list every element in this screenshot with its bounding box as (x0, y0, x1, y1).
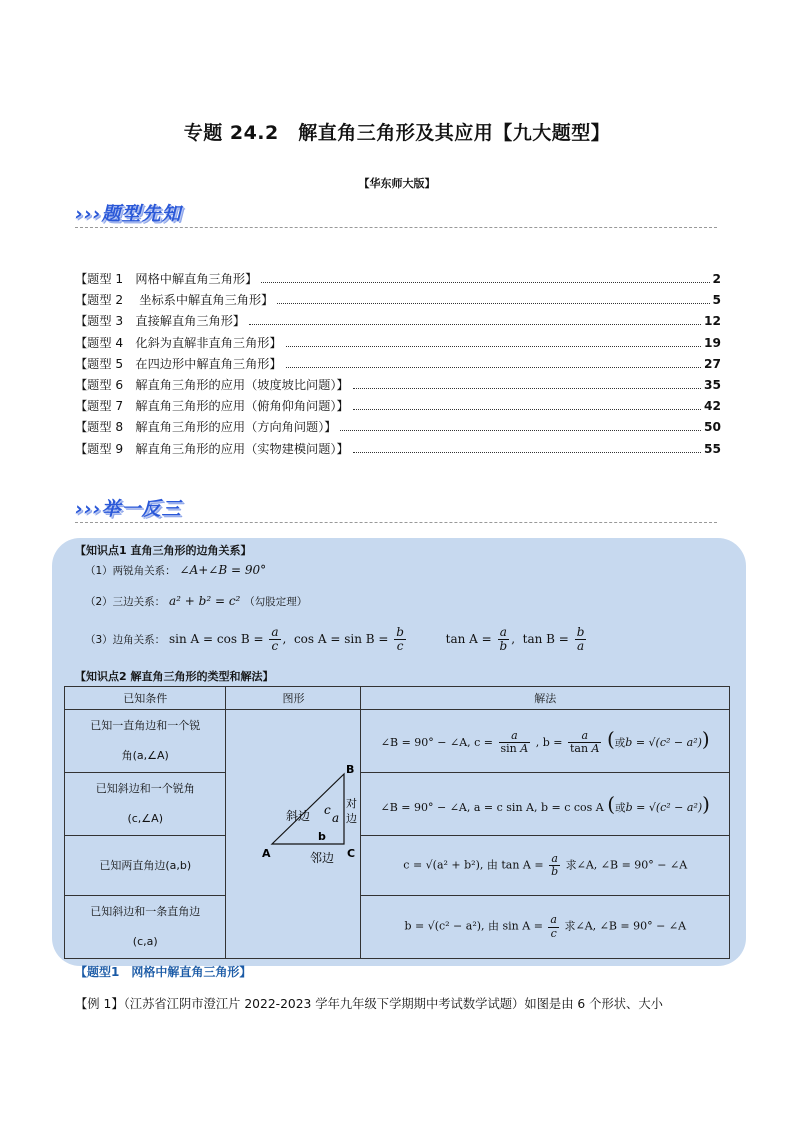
table-row: 已知斜边和一个锐角 (c,∠A) (65, 773, 226, 836)
adjacent-label: 邻边 (310, 851, 335, 865)
knowledge-1-item-2: （2）三边关系： a² + b² = c² （勾股定理） (85, 594, 308, 608)
opposite-label-2: 边 (346, 812, 358, 825)
knowledge-1-title: 【知识点1 直角三角形的边角关系】 (75, 544, 252, 557)
header-solution: 解法 (361, 687, 730, 710)
divider (75, 522, 717, 523)
toc-item[interactable]: 【题型 6 解直角三角形的应用（坡度坡比问题）】 35 (75, 377, 721, 392)
right-triangle-figure (226, 712, 360, 956)
knowledge-1-item-3: （3）边角关系： sin A = cos B = $\frac{a}{c}$ , cos A = sin B = $\frac{b}{c}$ tan A = $\frac{a}{b}$ , tan B = $\frac{b}{a}$ (85, 625, 585, 654)
triangle-figure-cell (226, 710, 361, 959)
table-row: c = √(a² + b²), 由 tan A = $\frac{a}{b}$ 求∠A, ∠B = 90° − ∠A (361, 836, 730, 896)
divider (75, 227, 717, 228)
header-known: 已知条件 (65, 687, 226, 710)
table-row: 已知两直角边(a,b) (65, 836, 226, 896)
hypotenuse-label: 斜边 (286, 809, 311, 823)
vertex-b-label: B (346, 763, 355, 776)
edition-label: 【华东师大版】 (358, 177, 436, 190)
solution-table (64, 686, 730, 959)
section-heading: 【题型1 网格中解直角三角形】 (75, 965, 252, 979)
toc-item[interactable]: 【题型 9 解直角三角形的应用（实物建模问题）】 55 (75, 441, 721, 456)
table-row: 已知一直角边和一个锐 角(a,∠A) (65, 710, 226, 773)
side-c-label: c (324, 803, 332, 817)
toc-item[interactable]: 【题型 5 在四边形中解直角三角形】 27 (75, 356, 721, 371)
toc-item[interactable]: 【题型 7 解直角三角形的应用（俯角仰角问题）】 42 (75, 399, 721, 414)
toc-item[interactable]: 【题型 3 直接解直角三角形】 12 (75, 314, 721, 329)
banner-preview: ›››题型先知 (75, 203, 182, 225)
table-row: ∠B = 90° − ∠A, c = $\frac{a}{\text{sin A}}$ , b = $\frac{a}{\text{tan A}}$ (或b = √(c² − a²)) (361, 710, 730, 773)
header-figure: 图形 (226, 687, 361, 710)
banner-practice: ›››举一反三 (75, 498, 182, 520)
side-b-label: b (318, 830, 327, 843)
page-title: 专题 24.2 解直角三角形及其应用【九大题型】 (183, 122, 611, 144)
table-of-contents (75, 270, 721, 461)
table-row: ∠B = 90° − ∠A, a = c sin A, b = c cos A (或b = √(c² − a²)) (361, 773, 730, 836)
toc-item[interactable]: 【题型 4 化斜为直解非直角三角形】 19 (75, 335, 721, 350)
vertex-c-label: C (347, 847, 356, 860)
toc-item[interactable]: 【题型 1 网格中解直角三角形】 2 (75, 272, 721, 286)
side-a-label: a (332, 811, 340, 825)
table-row: 已知斜边和一条直角边 (c,a) (65, 896, 226, 959)
knowledge-2-title: 【知识点2 解直角三角形的类型和解法】 (75, 670, 274, 683)
example-text: 【例 1】（江苏省江阴市澄江片 2022-2023 学年九年级下学期期中考试数学试题）如图是由 6 个形状、大小 (75, 997, 663, 1011)
vertex-a-label: A (262, 847, 271, 860)
table-row: b = √(c² − a²), 由 sin A = $\frac{a}{c}$ 求∠A, ∠B = 90° − ∠A (361, 896, 730, 959)
toc-item[interactable]: 【题型 2 坐标系中解直角三角形】 5 (75, 293, 721, 308)
knowledge-1-item-1: （1）两锐角关系： ∠A+∠B = 90° (85, 563, 267, 577)
opposite-label-1: 对 (346, 797, 358, 810)
toc-item[interactable]: 【题型 8 解直角三角形的应用（方向角问题）】 50 (75, 420, 721, 435)
